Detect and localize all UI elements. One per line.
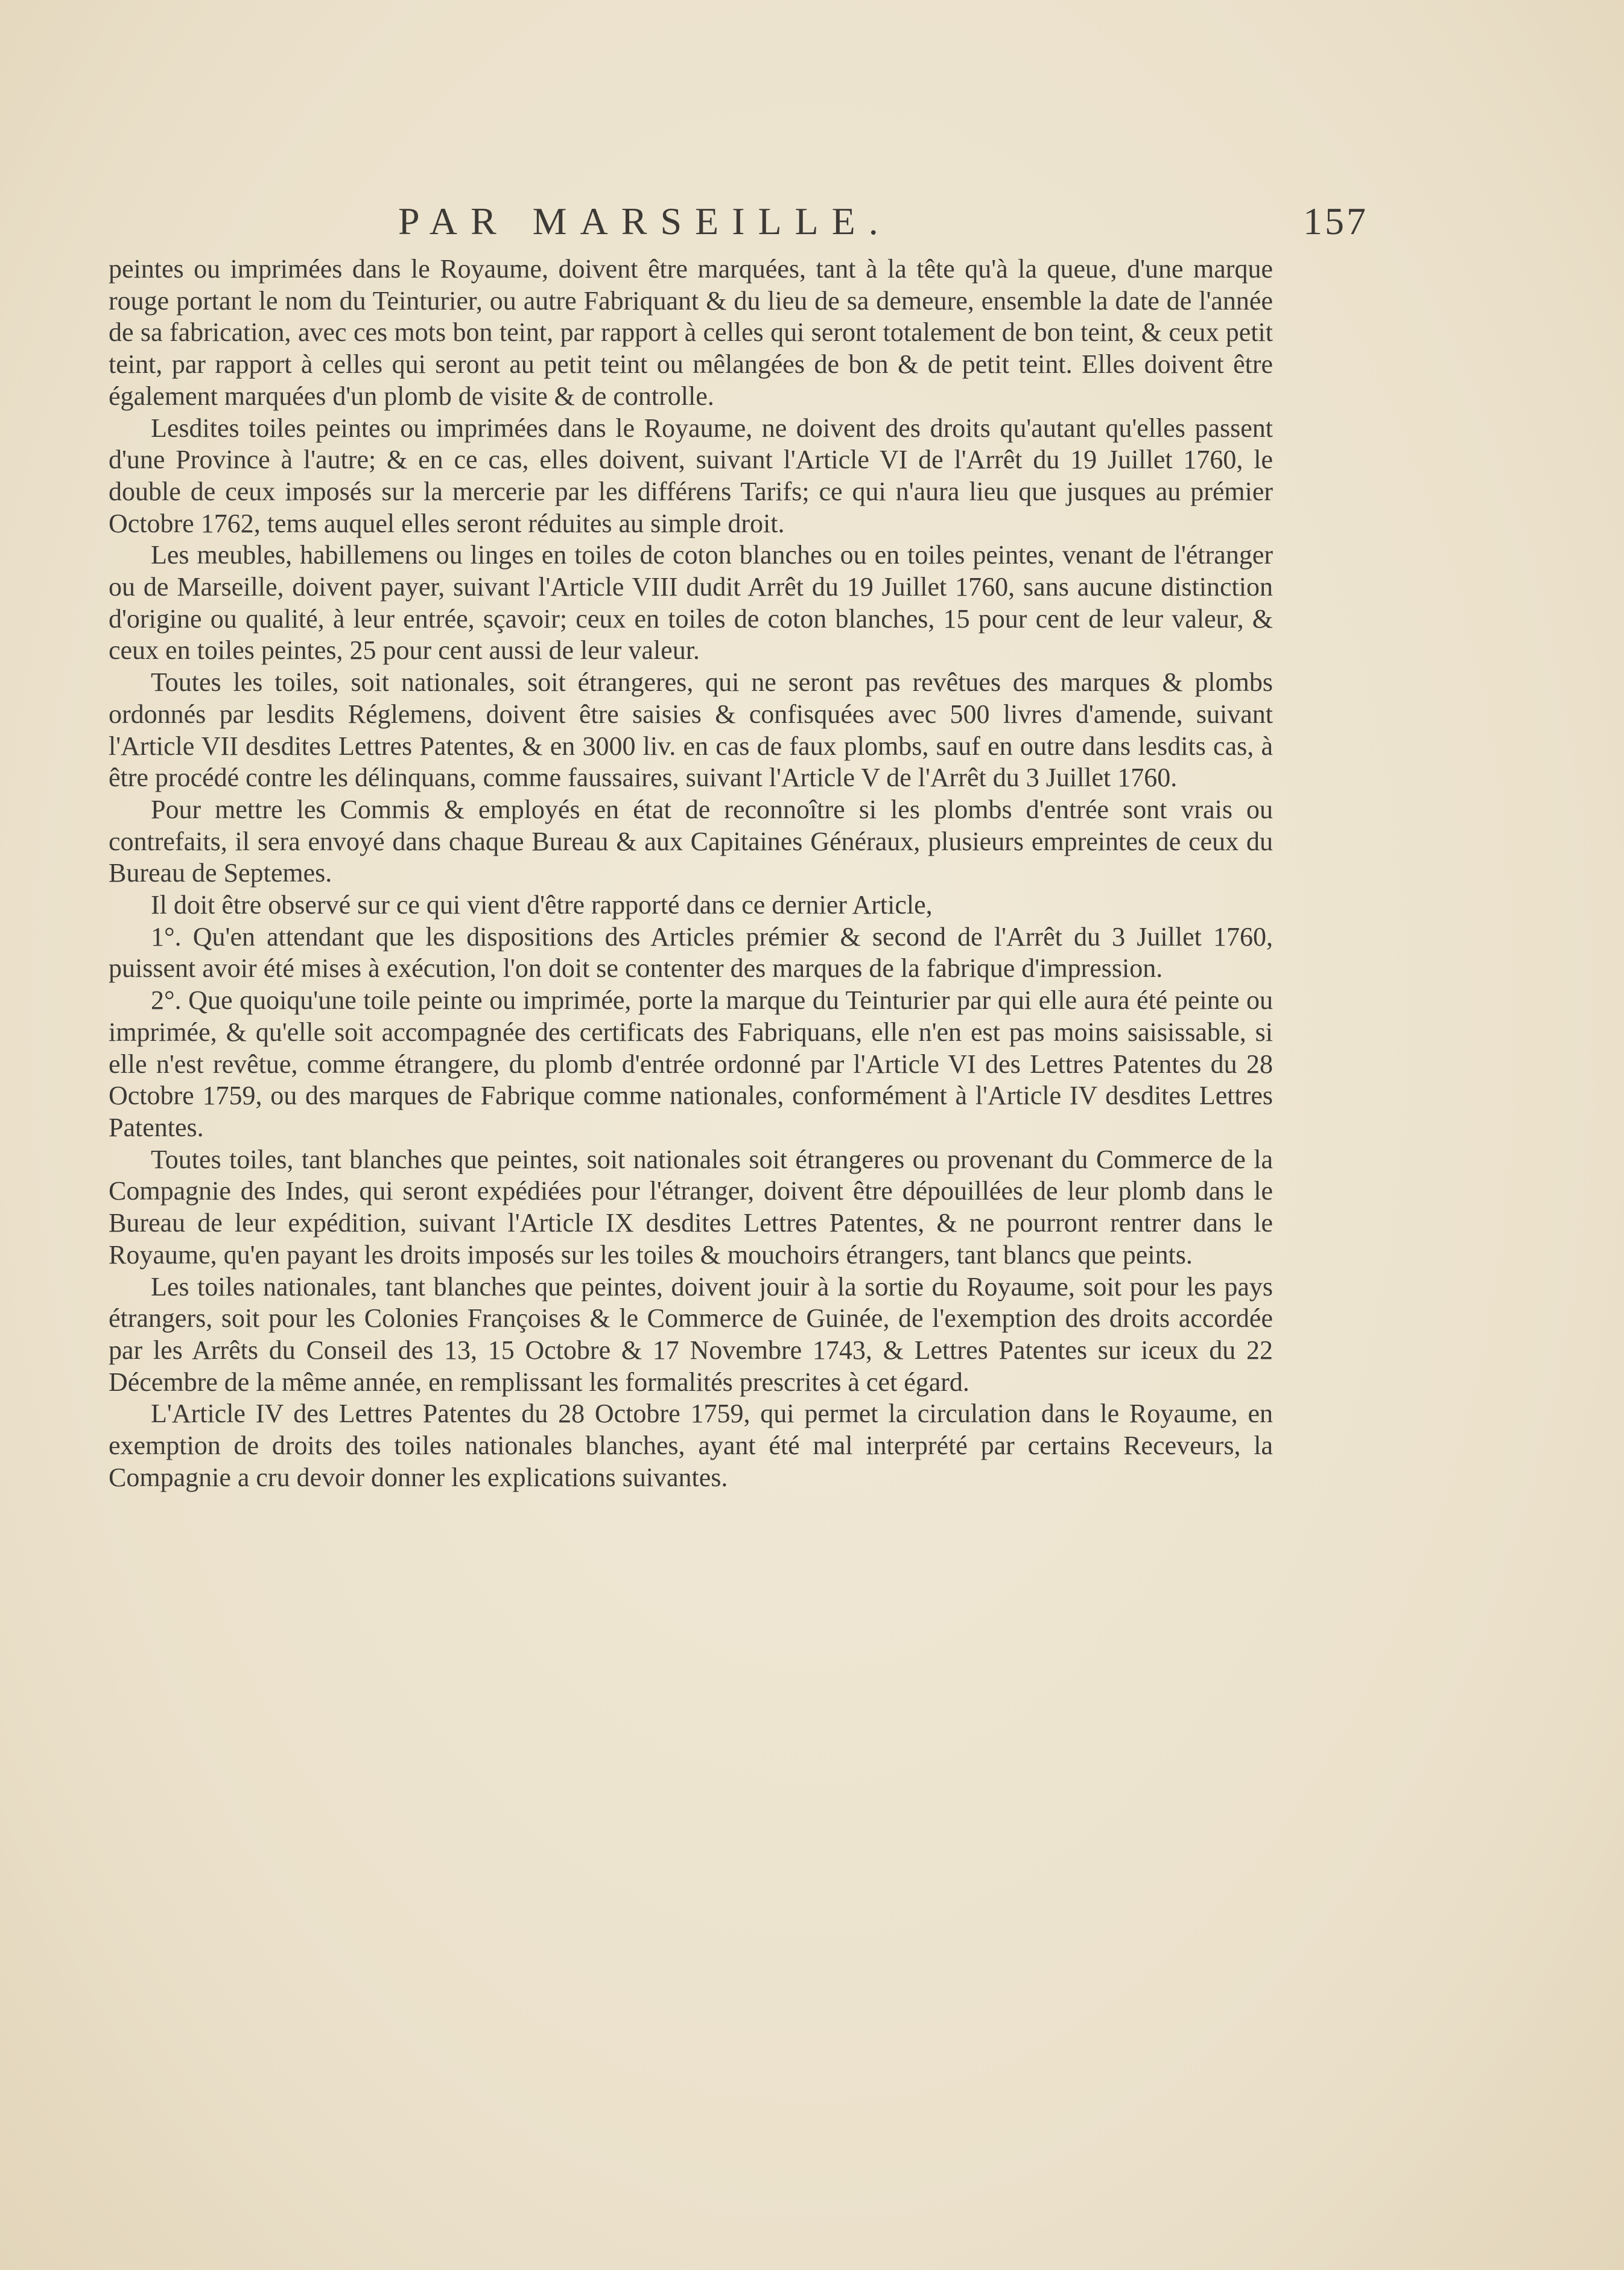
paragraph: Pour mettre les Commis & employés en état de reconnoître si les plombs d'entrée sont vrais ou contrefaits, il sera envoyé dans chaque Bureau & aux Capitaines Généraux, plusieurs empreintes de ceux du Bureau de Septemes. bbox=[109, 794, 1273, 888]
paragraph: Il doit être observé sur ce qui vient d'être rapporté dans ce dernier Article, bbox=[151, 890, 933, 920]
paragraph: Toutes toiles, tant blanches que peintes, soit nationales soit étrangeres ou provenant du Commerce de la Compagnie des Indes, qui seront expédiées pour l'étranger, doivent être dépouillées de leur plomb dans le Bureau de leur expédition, suivant l'Article IX desdites Lettres Patentes, & ne pourront rentrer dans le Royaume, qu'en payant les droits imposés sur les toiles & mouchoirs étrangers, tant blancs que peints. bbox=[109, 1144, 1273, 1270]
page-header bbox=[109, 199, 1368, 253]
paragraph: peintes ou imprimées dans le Royaume, doivent être marquées, tant à la tête qu'à la queue, d'une marque rouge portant le nom du Teinturier, ou autre Fabriquant & du lieu de sa demeure, ensemble la date de l'année de sa fabrication, avec ces mots bon teint, par rapport à celles qui seront totalement de bon teint, & ceux petit teint, par rapport à celles qui seront au petit teint ou mêlangées de bon & de petit teint. Elles doivent être également marquées d'un plomb de visite & de controlle. bbox=[109, 254, 1273, 411]
paragraph: Toutes les toiles, soit nationales, soit étrangeres, qui ne seront pas revêtues des marques & plombs ordonnés par lesdits Réglemens, doivent être saisies & confisquées avec 500 livres d'amende, suivant l'Article VII desdites Lettres Patentes, & en 3000 liv. en cas de faux plombs, sauf en outre dans lesdits cas, à être procédé contre les délinquans, comme faussaires, suivant l'Article V de l'Arrêt du 3 Juillet 1760. bbox=[109, 667, 1273, 793]
body-text bbox=[109, 253, 1273, 1493]
running-title: PAR MARSEILLE. bbox=[398, 200, 892, 243]
paragraph: Les meubles, habillemens ou linges en toiles de coton blanches ou en toiles peintes, venant de l'étranger ou de Marseille, doivent payer, suivant l'Article VIII dudit Arrêt du 19 Juillet 1760, sans aucune distinction d'origine ou qualité, à leur entrée, sçavoir; ceux en toiles de coton blanches, 15 pour cent de leur valeur, & ceux en toiles peintes, 25 pour cent aussi de leur valeur. bbox=[109, 540, 1273, 666]
paragraph: 1°. Qu'en attendant que les dispositions des Articles prémier & second de l'Arrêt du 3 Juillet 1760, puissent avoir été mises à exécution, l'on doit se contenter des marques de la fabrique d'impression. bbox=[109, 921, 1273, 984]
paragraph: 2°. Que quoiqu'une toile peinte ou imprimée, porte la marque du Teinturier par qui elle aura été peinte ou imprimée, & qu'elle soit accompagnée des certificats des Fabriquans, elle n'en est pas moins saisissable, si elle n'est revêtue, comme étrangere, du plomb d'entrée ordonné par l'Article VI des Lettres Patentes du 28 Octobre 1759, ou des marques de Fabrique comme nationales, conformément à l'Article IV desdites Lettres Patentes. bbox=[109, 985, 1273, 1142]
paragraph: Les toiles nationales, tant blanches que peintes, doivent jouir à la sortie du Royaume, soit pour les pays étrangers, soit pour les Colonies Françoises & le Commerce de Guinée, de l'exemption des droits accordée par les Arrêts du Conseil des 13, 15 Octobre & 17 Novembre 1743, & Lettres Patentes sur iceux du 22 Décembre de la même année, en remplissant les formalités prescrites à cet égard. bbox=[109, 1271, 1273, 1397]
page-number: 157 bbox=[1303, 200, 1368, 243]
paragraph: Lesdites toiles peintes ou imprimées dans le Royaume, ne doivent des droits qu'autant qu'elles passent d'une Province à l'autre; & en ce cas, elles doivent, suivant l'Article VI de l'Arrêt du 19 Juillet 1760, le double de ceux imposés sur la mercerie par les différens Tarifs; ce qui n'aura lieu que jusques au prémier Octobre 1762, tems auquel elles seront réduites au simple droit. bbox=[109, 413, 1273, 538]
paragraph: L'Article IV des Lettres Patentes du 28 Octobre 1759, qui permet la circulation dans le Royaume, en exemption de droits des toiles nationales blanches, ayant été mal interprété par certains Receveurs, la Compagnie a cru devoir donner les explications suivantes. bbox=[109, 1399, 1273, 1492]
